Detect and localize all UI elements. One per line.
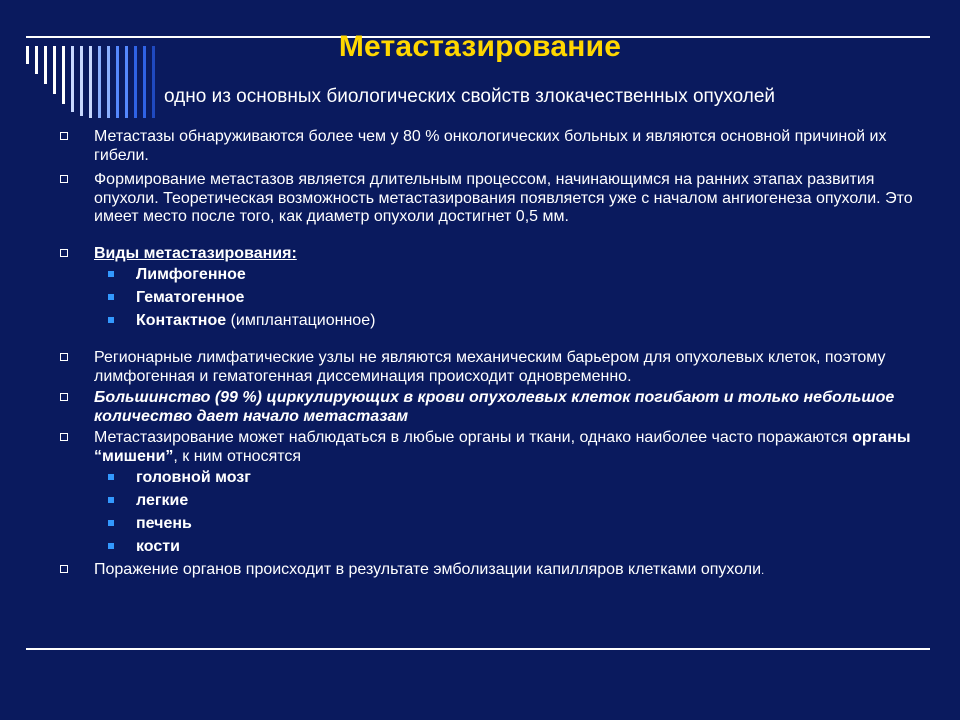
sub-item <box>60 512 920 535</box>
bullet-list <box>60 128 920 581</box>
item-text-bold: органы “мишени” <box>94 429 911 465</box>
hollow-square-bullet-icon <box>60 433 68 441</box>
item-text: Метастазирование может наблюдаться в любые органы и ткани, однако наиболее часто поражаются <box>94 429 853 446</box>
sub-item <box>60 489 920 512</box>
sub-item <box>60 263 920 286</box>
hollow-square-bullet-icon <box>60 132 68 140</box>
hollow-square-bullet-icon <box>60 249 68 257</box>
sub-item-text: головной мозг <box>136 469 251 486</box>
list-item <box>60 245 920 264</box>
square-bullet-icon <box>108 520 114 526</box>
square-bullet-icon <box>108 317 114 323</box>
sub-item-text: легкие <box>136 492 189 509</box>
list-item <box>60 128 920 165</box>
sub-item <box>60 309 920 332</box>
slide-subtitle: одно из основных биологических свойств злокачественных опухолей <box>164 86 776 107</box>
sub-item-text: кости <box>136 538 180 555</box>
item-text-dot: . <box>761 565 765 577</box>
square-bullet-icon <box>108 271 114 277</box>
hollow-square-bullet-icon <box>60 393 68 401</box>
types-heading: Виды метастазирования: <box>94 244 297 262</box>
square-bullet-icon <box>108 474 114 480</box>
item-text: Формирование метастазов является длительным процессом, начинающимся на ранних этапах развития опухоли. Теоретическая возможность метастазирования появляется уже с началом ангиогенеза опухоли. Это имеет место после того, как диаметр опухоли достигнет 0,5 мм. <box>94 171 913 225</box>
sub-item-text: Контактное <box>136 312 227 329</box>
hollow-square-bullet-icon <box>60 565 68 573</box>
sub-item-text: Гематогенное <box>136 289 245 306</box>
sub-item <box>60 466 920 489</box>
item-text: Большинство (99 %) циркулирующих в крови опухолевых клеток погибают и только небольшое количество дает начало метастазам <box>94 389 895 425</box>
list-item <box>60 171 920 227</box>
slide-title: Метастазирование <box>338 30 622 63</box>
item-text: Метастазы обнаруживаются более чем у 80 % онкологических больных и являются основной причиной их гибели. <box>94 128 887 164</box>
sub-item-text: Лимфогенное <box>136 266 246 283</box>
item-text: Поражение органов происходит в результате эмболизации капилляров клетками опухоли <box>94 561 762 578</box>
list-item <box>60 349 920 386</box>
hollow-square-bullet-icon <box>60 353 68 361</box>
square-bullet-icon <box>108 497 114 503</box>
list-item <box>60 429 920 466</box>
sub-item-text: печень <box>136 515 192 532</box>
hollow-square-bullet-icon <box>60 175 68 183</box>
list-item <box>60 389 920 426</box>
list-item <box>60 561 920 581</box>
square-bullet-icon <box>108 294 114 300</box>
square-bullet-icon <box>108 543 114 549</box>
sub-item <box>60 286 920 309</box>
bottom-rule <box>26 648 930 650</box>
item-text: Регионарные лимфатические узлы не являются механическим барьером для опухолевых клеток, поэтому лимфогенная и гематогенная диссеминация происходит одновременно. <box>94 349 886 385</box>
sub-item <box>60 535 920 558</box>
sub-item-note: (имплантационное) <box>226 312 376 329</box>
item-text: , к ним относятся <box>173 447 302 465</box>
